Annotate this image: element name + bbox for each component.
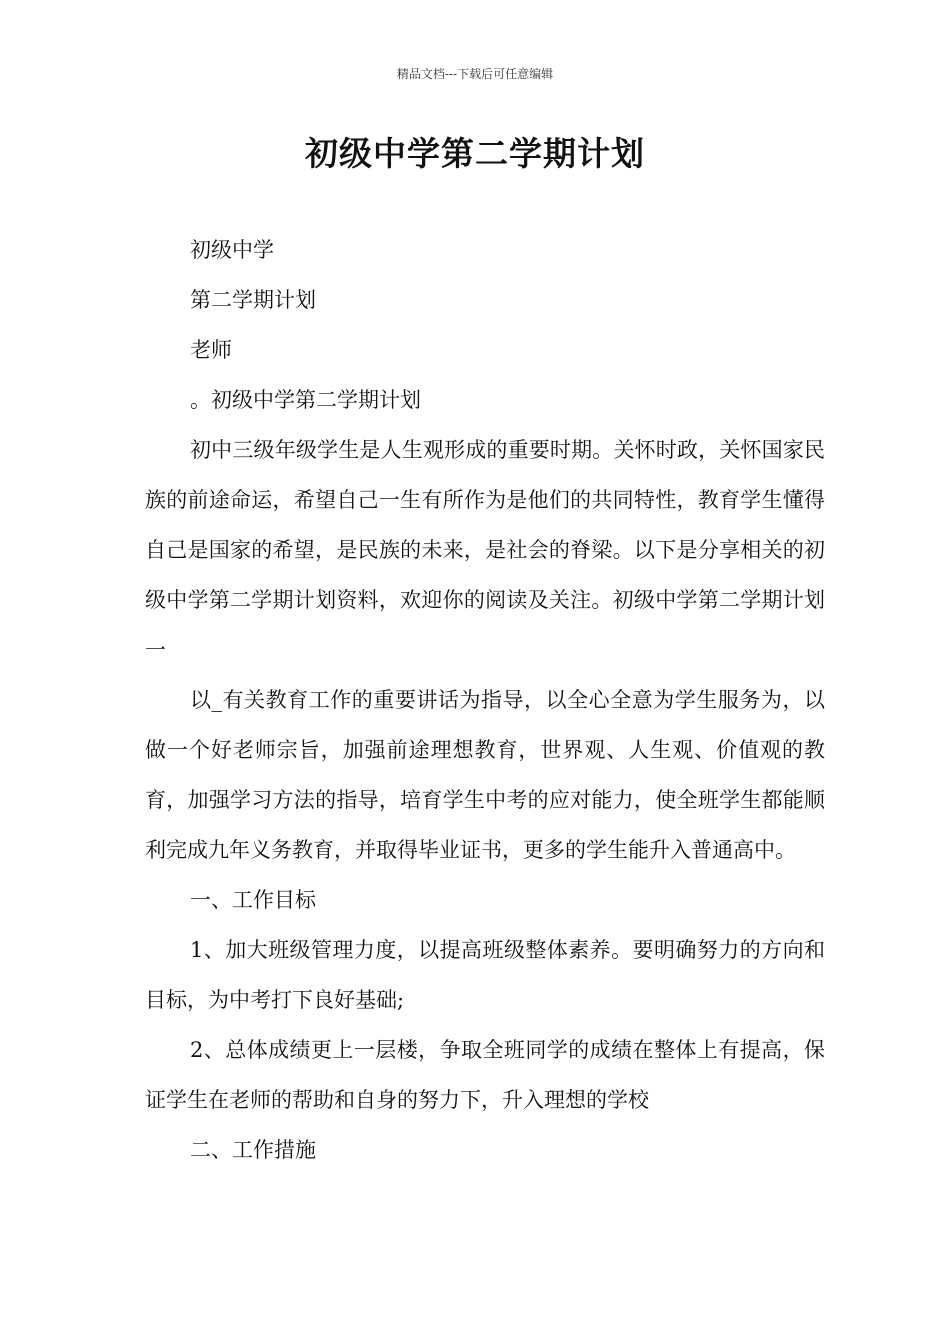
paragraph-plan-heading: 。初级中学第二学期计划 [190,388,421,412]
paragraph-teacher: 老师 [190,338,232,362]
document-body [145,225,825,1175]
paragraph-guidance: 以_有关教育工作的重要讲话为指导，以全心全意为学生服务为，以做一个好老师宗旨，加强前途理想教育，世界观、人生观、价值观的教育，加强学习方法的指导，培育学生中考的应对能力，使全班学生都能顺利完成九年义务教育，并取得毕业证书，更多的学生能升入普通高中。 [145,688,825,862]
paragraph-intro: 初中三级年级学生是人生观形成的重要时期。关怀时政，关怀国家民族的前途命运，希望自己一生有所作为是他们的共同特性，教育学生懂得自己是国家的希望，是民族的未来，是社会的脊梁。以下是分享相关的初级中学第二学期计划资料，欢迎你的阅读及关注。初级中学第二学期计划一 [145,438,825,662]
paragraph-goal-1: 1、加大班级管理力度，以提高班级整体素养。要明确努力的方向和目标，为中考打下良好基础; [145,938,825,1012]
section-heading-goals: 一、工作目标 [190,888,316,912]
page-header: 精品文档---下载后可任意编辑 [396,67,554,81]
paragraph-goal-2: 2、总体成绩更上一层楼，争取全班同学的成绩在整体上有提高，保证学生在老师的帮助和自身的努力下，升入理想的学校 [145,1038,825,1112]
paragraph-school: 初级中学 [190,238,274,262]
section-heading-measures: 二、工作措施 [190,1138,316,1162]
document-title: 初级中学第二学期计划 [305,134,645,173]
paragraph-semester-plan: 第二学期计划 [190,288,316,312]
